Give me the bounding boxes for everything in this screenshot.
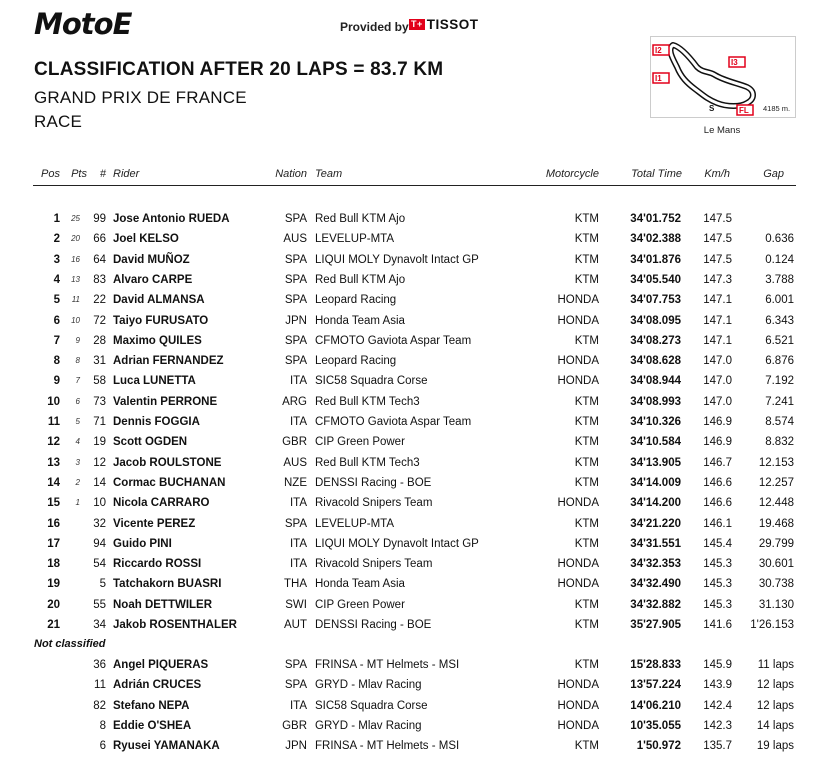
cell-pts: 6	[75, 396, 80, 406]
table-row	[0, 371, 832, 391]
session-name: RACE	[34, 112, 83, 131]
cell-total-time: 34'08.628	[630, 355, 681, 368]
cell-team: GRYD - Mlav Racing	[315, 679, 422, 692]
cell-nation: ITA	[289, 375, 307, 388]
cell-nation: SWI	[285, 598, 307, 611]
cell-kmh: 147.0	[703, 355, 732, 368]
table-row	[0, 209, 832, 229]
cell-gap: 12.257	[758, 476, 794, 489]
cell-number: 10	[93, 497, 106, 510]
cell-rider: Jakob ROSENTHALER	[113, 619, 237, 631]
cell-pts: 25	[71, 214, 80, 223]
cell-motorcycle: KTM	[574, 416, 599, 428]
cell-total-time: 34'07.753	[630, 294, 681, 307]
cell-nation: SPA	[284, 679, 307, 692]
cell-gap: 19 laps	[756, 740, 794, 753]
cell-total-time: 34'08.273	[630, 334, 681, 347]
cell-gap: 14 laps	[756, 719, 794, 732]
cell-rider: Noah DETTWILER	[113, 598, 213, 611]
cell-nation: GBR	[282, 436, 307, 449]
table-row	[0, 574, 832, 594]
cell-kmh: 147.3	[703, 273, 732, 286]
cell-nation: ARG	[282, 395, 307, 408]
cell-gap: 7.192	[765, 375, 794, 388]
cell-pos: 3	[53, 253, 60, 266]
cell-pts: 3	[75, 457, 80, 467]
cell-team: LEVELUP-MTA	[315, 233, 395, 246]
cell-team: Red Bull KTM Ajo	[315, 213, 406, 225]
col-header-gap: Gap	[763, 168, 784, 180]
cell-pos: 8	[53, 355, 60, 368]
cell-pts: 9	[75, 335, 80, 345]
cell-team: LIQUI MOLY Dynavolt Intact GP	[315, 253, 479, 266]
cell-gap: 8.832	[765, 436, 794, 449]
cell-pts: 1	[75, 498, 80, 508]
cell-pts: 11	[71, 295, 80, 305]
cell-number: 12	[93, 456, 106, 469]
cell-number: 31	[93, 355, 106, 368]
cell-number: 5	[99, 578, 106, 591]
cell-motorcycle: KTM	[574, 619, 599, 631]
cell-motorcycle: KTM	[574, 436, 599, 449]
cell-gap: 8.574	[765, 416, 794, 428]
header-divider	[33, 185, 796, 186]
cell-total-time: 15'28.833	[630, 659, 681, 671]
cell-nation: NZE	[284, 476, 307, 489]
sector-label: I2	[655, 46, 662, 55]
table-row	[0, 493, 832, 513]
col-header-nation: Nation	[275, 168, 307, 180]
cell-number: 11	[94, 679, 106, 692]
cell-total-time: 34'08.095	[630, 314, 681, 327]
cell-motorcycle: KTM	[574, 517, 599, 530]
cell-rider: Cormac BUCHANAN	[113, 476, 226, 489]
cell-gap: 6.343	[765, 314, 794, 327]
cell-motorcycle: KTM	[574, 334, 599, 347]
cell-motorcycle: HONDA	[557, 314, 599, 327]
cell-pos: 6	[53, 314, 60, 327]
cell-pos: 5	[53, 294, 60, 307]
cell-nation: SPA	[284, 659, 307, 671]
cell-total-time: 34'14.200	[630, 497, 681, 510]
cell-team: GRYD - Mlav Racing	[315, 719, 422, 732]
table-row	[0, 736, 832, 756]
cell-kmh: 147.1	[703, 314, 732, 327]
cell-number: 72	[93, 314, 106, 327]
cell-gap: 1'26.153	[750, 619, 794, 631]
cell-nation: SPA	[284, 294, 307, 307]
col-header-rider: Rider	[113, 168, 140, 180]
cell-pos: 21	[47, 619, 60, 631]
cell-rider: Stefano NEPA	[113, 699, 190, 712]
cell-nation: SPA	[284, 334, 307, 347]
table-row	[0, 311, 832, 331]
cell-rider: Adrian FERNANDEZ	[113, 355, 224, 368]
sector-label: I1	[655, 74, 662, 83]
cell-gap: 12.448	[758, 497, 794, 510]
col-header-pos: Pos	[41, 168, 60, 180]
cell-number: 8	[99, 719, 106, 732]
cell-team: Honda Team Asia	[315, 578, 405, 591]
cell-pos: 2	[53, 233, 60, 246]
cell-rider: Riccardo ROSSI	[113, 558, 202, 571]
cell-rider: Luca LUNETTA	[113, 375, 196, 388]
cell-pts: 20	[71, 234, 80, 244]
cell-kmh: 142.4	[703, 699, 732, 712]
cell-gap: 6.521	[765, 334, 794, 347]
cell-team: Rivacold Snipers Team	[315, 497, 433, 510]
cell-kmh: 147.1	[703, 334, 732, 347]
cell-number: 54	[93, 558, 106, 571]
cell-number: 19	[93, 436, 106, 449]
cell-nation: ITA	[289, 558, 307, 571]
cell-pos: 12	[47, 436, 60, 449]
table-row	[0, 453, 832, 473]
cell-total-time: 34'32.490	[630, 578, 681, 591]
col-header-motorcycle: Motorcycle	[545, 168, 599, 180]
cell-nation: ITA	[289, 537, 307, 550]
table-row	[0, 392, 832, 412]
cell-nation: JPN	[285, 314, 307, 327]
cell-pts: 2	[75, 477, 80, 487]
cell-rider: Nicola CARRARO	[113, 497, 210, 510]
cell-nation: ITA	[289, 497, 307, 510]
cell-motorcycle: HONDA	[557, 699, 599, 712]
cell-motorcycle: KTM	[574, 659, 599, 671]
cell-nation: SPA	[284, 253, 307, 266]
sector-label: S	[709, 104, 715, 113]
cell-total-time: 1'50.972	[636, 740, 681, 753]
cell-kmh: 147.0	[703, 375, 732, 388]
cell-number: 6	[99, 740, 106, 753]
cell-rider: Jacob ROULSTONE	[113, 456, 222, 469]
cell-kmh: 146.1	[703, 517, 732, 530]
cell-gap: 31.130	[758, 598, 794, 611]
cell-kmh: 145.3	[703, 598, 732, 611]
circuit-length: 4185 m.	[763, 104, 791, 113]
cell-gap: 29.799	[758, 537, 794, 550]
cell-rider: Vicente PEREZ	[113, 517, 196, 530]
cell-pos: 7	[53, 334, 60, 347]
table-row	[0, 473, 832, 493]
cell-number: 66	[93, 233, 106, 246]
cell-motorcycle: KTM	[574, 598, 599, 611]
cell-team: FRINSA - MT Helmets - MSI	[315, 740, 460, 753]
cell-team: DENSSI Racing - BOE	[315, 619, 432, 631]
cell-total-time: 35'27.905	[630, 619, 681, 631]
cell-motorcycle: KTM	[574, 740, 599, 753]
cell-team: Red Bull KTM Ajo	[315, 273, 406, 286]
cell-total-time: 34'02.388	[630, 233, 681, 246]
cell-rider: Jose Antonio RUEDA	[113, 213, 230, 225]
sector-label: I3	[731, 58, 738, 67]
cell-rider: Scott OGDEN	[113, 436, 188, 449]
cell-number: 58	[93, 375, 106, 388]
cell-motorcycle: HONDA	[557, 719, 599, 732]
table-row	[0, 675, 832, 695]
cell-number: 73	[93, 395, 106, 408]
cell-pos: 17	[47, 537, 60, 550]
cell-gap: 30.738	[758, 578, 794, 591]
cell-nation: JPN	[285, 740, 307, 753]
cell-rider: Alvaro CARPE	[113, 273, 193, 286]
cell-total-time: 34'01.752	[630, 213, 681, 225]
col-header-total-time: Total Time	[631, 168, 682, 180]
cell-number: 32	[93, 517, 106, 530]
cell-rider: Joel KELSO	[113, 233, 179, 246]
cell-pos: 18	[47, 558, 60, 571]
cell-team: SIC58 Squadra Corse	[315, 375, 428, 388]
event-name: GRAND PRIX DE FRANCE	[34, 88, 247, 107]
cell-kmh: 147.0	[703, 395, 732, 408]
cell-kmh: 145.3	[703, 558, 732, 571]
circuit-name: Le Mans	[703, 125, 741, 136]
cell-rider: Guido PINI	[113, 537, 172, 550]
cell-team: FRINSA - MT Helmets - MSI	[315, 659, 460, 671]
sector-label: FL	[739, 106, 749, 115]
table-row	[0, 412, 832, 432]
table-row	[0, 655, 832, 675]
cell-rider: Tatchakorn BUASRI	[113, 578, 222, 591]
cell-rider: David ALMANSA	[113, 294, 205, 307]
cell-gap: 11 laps	[757, 659, 794, 671]
table-row	[0, 351, 832, 371]
cell-pts: 4	[75, 437, 80, 447]
sponsor-mark: T+	[411, 19, 423, 29]
cell-pts: 16	[71, 254, 80, 264]
cell-motorcycle: HONDA	[557, 497, 599, 510]
cell-total-time: 34'32.882	[630, 598, 681, 611]
provided-by-label: Provided by	[340, 20, 409, 34]
cell-total-time: 34'01.876	[630, 253, 681, 266]
cell-team: CFMOTO Gaviota Aspar Team	[315, 416, 472, 428]
sponsor-name: TISSOT	[426, 17, 479, 32]
cell-team: CIP Green Power	[315, 598, 405, 611]
cell-number: 14	[93, 476, 106, 489]
cell-pos: 4	[53, 273, 60, 286]
cell-motorcycle: HONDA	[557, 578, 599, 591]
cell-pos: 13	[47, 456, 60, 469]
cell-gap: 6.001	[765, 294, 794, 307]
cell-kmh: 135.7	[703, 740, 732, 753]
table-row	[0, 514, 832, 534]
cell-total-time: 34'05.540	[630, 273, 681, 286]
cell-number: 71	[93, 416, 106, 428]
cell-team: SIC58 Squadra Corse	[315, 699, 428, 712]
cell-rider: Taiyo FURUSATO	[113, 314, 209, 327]
cell-nation: SPA	[284, 213, 307, 225]
cell-pts: 5	[75, 417, 80, 426]
cell-rider: Valentin PERRONE	[113, 395, 218, 408]
cell-nation: THA	[284, 578, 307, 591]
table-row	[0, 229, 832, 249]
cell-total-time: 14'06.210	[630, 699, 681, 712]
cell-motorcycle: HONDA	[557, 558, 599, 571]
cell-team: DENSSI Racing - BOE	[315, 476, 432, 489]
cell-team: Leopard Racing	[315, 355, 397, 368]
cell-gap: 30.601	[758, 558, 794, 571]
cell-nation: AUS	[283, 456, 307, 469]
cell-motorcycle: KTM	[574, 253, 599, 266]
cell-total-time: 34'14.009	[630, 476, 681, 489]
cell-kmh: 145.4	[703, 537, 732, 550]
cell-number: 82	[93, 699, 106, 712]
cell-rider: Ryusei YAMANAKA	[113, 740, 220, 753]
cell-kmh: 146.9	[703, 416, 732, 428]
table-row	[0, 554, 832, 574]
cell-pos: 9	[53, 375, 60, 388]
table-row	[0, 696, 832, 716]
cell-pos: 10	[47, 395, 60, 408]
cell-kmh: 146.6	[703, 497, 732, 510]
cell-rider: Dennis FOGGIA	[113, 416, 200, 428]
cell-kmh: 147.1	[703, 294, 732, 307]
cell-kmh: 141.6	[703, 619, 732, 631]
cell-nation: SPA	[284, 273, 307, 286]
cell-team: CIP Green Power	[315, 436, 405, 449]
cell-pos: 20	[47, 598, 60, 611]
cell-team: Honda Team Asia	[315, 314, 405, 327]
cell-team: Red Bull KTM Tech3	[315, 395, 420, 408]
cell-team: Leopard Racing	[315, 294, 397, 307]
sponsor-logo	[409, 17, 479, 32]
cell-rider: Angel PIQUERAS	[113, 659, 209, 671]
cell-kmh: 147.5	[703, 213, 732, 225]
table-row	[0, 615, 832, 635]
cell-pts: 10	[71, 315, 80, 325]
cell-nation: AUT	[284, 619, 307, 631]
col-header-kmh: Km/h	[704, 168, 730, 180]
table-row	[0, 290, 832, 310]
cell-motorcycle: HONDA	[557, 355, 599, 368]
cell-team: Rivacold Snipers Team	[315, 558, 433, 571]
cell-gap: 7.241	[765, 395, 794, 408]
cell-number: 83	[93, 273, 106, 286]
cell-pts: 7	[75, 376, 80, 386]
cell-number: 55	[93, 598, 106, 611]
cell-number: 34	[93, 619, 106, 631]
cell-rider: David MUÑOZ	[113, 253, 190, 266]
cell-number: 36	[93, 659, 106, 671]
cell-motorcycle: HONDA	[557, 679, 599, 692]
cell-kmh: 147.5	[703, 233, 732, 246]
cell-nation: AUS	[283, 233, 307, 246]
cell-pos: 14	[47, 476, 60, 489]
cell-motorcycle: KTM	[574, 273, 599, 286]
cell-kmh: 143.9	[703, 679, 732, 692]
cell-gap: 0.636	[765, 233, 794, 246]
moto3-logo	[34, 9, 189, 39]
cell-kmh: 142.3	[703, 719, 732, 732]
cell-gap: 3.788	[765, 273, 794, 286]
cell-total-time: 10'35.055	[630, 719, 681, 732]
cell-nation: SPA	[284, 355, 307, 368]
cell-motorcycle: KTM	[574, 456, 599, 469]
cell-number: 22	[93, 294, 106, 307]
cell-motorcycle: HONDA	[557, 294, 599, 307]
logo-text: MotoE	[34, 7, 132, 41]
not-classified-label: Not classified	[34, 638, 106, 650]
cell-gap: 6.876	[765, 355, 794, 368]
cell-number: 28	[93, 334, 106, 347]
cell-motorcycle: KTM	[574, 476, 599, 489]
cell-kmh: 146.9	[703, 436, 732, 449]
cell-total-time: 34'31.551	[630, 537, 681, 550]
cell-pts: 8	[75, 356, 80, 366]
table-row	[0, 716, 832, 736]
cell-nation: ITA	[289, 699, 307, 712]
cell-total-time: 34'13.905	[630, 456, 681, 469]
cell-motorcycle: KTM	[574, 395, 599, 408]
cell-pos: 16	[47, 517, 60, 530]
cell-pos: 11	[47, 416, 60, 428]
table-row	[0, 270, 832, 290]
page-title: CLASSIFICATION AFTER 20 LAPS = 83.7 KM	[34, 59, 444, 80]
cell-motorcycle: KTM	[574, 213, 599, 225]
cell-total-time: 34'32.353	[630, 558, 681, 571]
cell-rider: Adrián CRUCES	[113, 679, 202, 692]
cell-total-time: 13'57.224	[630, 679, 681, 692]
cell-total-time: 34'10.584	[630, 436, 681, 449]
cell-number: 94	[93, 537, 106, 550]
cell-kmh: 147.5	[703, 253, 732, 266]
cell-motorcycle: KTM	[574, 233, 599, 246]
col-header-team: Team	[315, 168, 343, 180]
cell-kmh: 146.6	[703, 476, 732, 489]
cell-number: 64	[93, 253, 106, 266]
cell-team: LEVELUP-MTA	[315, 517, 395, 530]
cell-gap: 12 laps	[756, 679, 794, 692]
cell-team: CFMOTO Gaviota Aspar Team	[315, 334, 472, 347]
cell-motorcycle: HONDA	[557, 375, 599, 388]
cell-gap: 19.468	[758, 517, 794, 530]
cell-gap: 0.124	[765, 253, 794, 266]
cell-number: 99	[93, 213, 106, 225]
cell-gap: 12.153	[758, 456, 794, 469]
cell-total-time: 34'08.944	[630, 375, 681, 388]
cell-total-time: 34'08.993	[630, 395, 681, 408]
table-row	[0, 331, 832, 351]
cell-nation: ITA	[289, 416, 307, 428]
table-row	[0, 432, 832, 452]
cell-gap: 12 laps	[756, 699, 794, 712]
cell-pts: 13	[71, 274, 80, 284]
cell-kmh: 145.3	[703, 578, 732, 591]
cell-nation: GBR	[282, 719, 307, 732]
cell-rider: Eddie O'SHEA	[113, 719, 192, 732]
cell-pos: 1	[53, 213, 60, 225]
table-row	[0, 250, 832, 270]
cell-pos: 19	[47, 578, 60, 591]
cell-nation: SPA	[284, 517, 307, 530]
cell-kmh: 146.7	[703, 456, 732, 469]
col-header-num: #	[99, 168, 106, 180]
col-header-pts: Pts	[71, 168, 87, 180]
cell-team: Red Bull KTM Tech3	[315, 456, 420, 469]
cell-total-time: 34'21.220	[630, 517, 681, 530]
cell-motorcycle: KTM	[574, 537, 599, 550]
cell-team: LIQUI MOLY Dynavolt Intact GP	[315, 537, 479, 550]
cell-pos: 15	[47, 497, 60, 510]
table-row	[0, 534, 832, 554]
table-row	[0, 595, 832, 615]
cell-kmh: 145.9	[703, 659, 732, 671]
cell-total-time: 34'10.326	[630, 416, 681, 428]
cell-rider: Maximo QUILES	[113, 334, 202, 347]
